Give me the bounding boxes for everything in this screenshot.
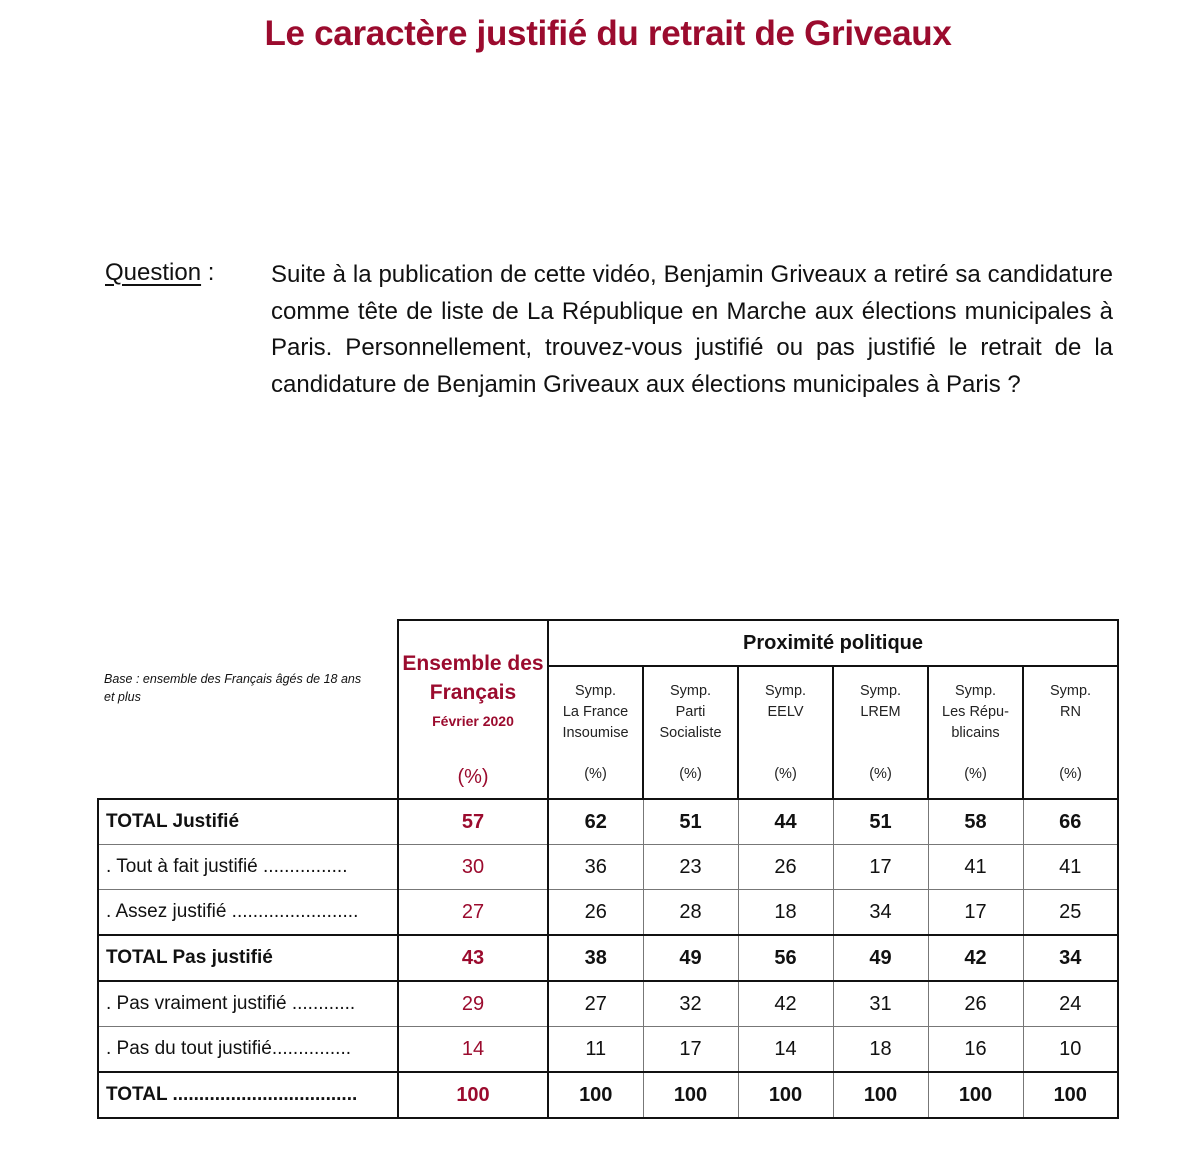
cell-lrem: 17 — [833, 845, 928, 890]
cell-eelv: 44 — [738, 799, 833, 845]
cell-ensemble: 30 — [398, 845, 548, 890]
header-row-group — [98, 620, 1118, 666]
cell-lrem: 51 — [833, 799, 928, 845]
results-table — [97, 619, 1119, 1119]
row-label: TOTAL Justifié — [98, 799, 398, 845]
question-text: Suite à la publication de cette vidéo, Benjamin Griveaux a retiré sa candidature comme tête de liste de La République en Marche aux élections municipales à Paris. Personnellement, trouvez-vous justifié ou pas justifié le retrait de la candidature de Benjamin Griveaux aux élections municipales à Paris ? — [271, 261, 1113, 398]
cell-lfi: 26 — [548, 890, 643, 936]
cell-eelv: 26 — [738, 845, 833, 890]
table-row-assez-justifie — [98, 890, 1118, 936]
cell-eelv: 18 — [738, 890, 833, 936]
cell-eelv: 42 — [738, 981, 833, 1027]
cell-rn: 41 — [1023, 845, 1118, 890]
cell-lr: 42 — [928, 935, 1023, 981]
cell-eelv: 100 — [738, 1072, 833, 1118]
cell-rn: 66 — [1023, 799, 1118, 845]
header-blank-cell — [98, 620, 398, 799]
table-row-total — [98, 1072, 1118, 1118]
question-label-text: Question — [105, 259, 202, 286]
cell-lfi: 100 — [548, 1072, 643, 1118]
row-label: . Pas vraiment justifié ............ — [98, 981, 398, 1027]
cell-lfi: 11 — [548, 1027, 643, 1073]
cell-ensemble: 57 — [398, 799, 548, 845]
cell-lfi: 27 — [548, 981, 643, 1027]
header-proximite-politique: Proximité politique — [548, 620, 1118, 666]
cell-lrem: 31 — [833, 981, 928, 1027]
cell-rn: 24 — [1023, 981, 1118, 1027]
ensemble-date: Février 2020 — [432, 713, 514, 729]
cell-lfi: 38 — [548, 935, 643, 981]
header-party-rn: Symp. RN (%) — [1023, 666, 1118, 799]
ensemble-name: Ensemble des Français — [402, 652, 544, 704]
cell-ps: 100 — [643, 1072, 738, 1118]
row-label: TOTAL Pas justifié — [98, 935, 398, 981]
table-row-pas-vraiment-justifie — [98, 981, 1118, 1027]
question-label-colon: : — [201, 259, 215, 286]
row-label: . Pas du tout justifié............... — [98, 1027, 398, 1073]
cell-lrem: 100 — [833, 1072, 928, 1118]
cell-lr: 58 — [928, 799, 1023, 845]
cell-ensemble: 29 — [398, 981, 548, 1027]
row-label: . Assez justifié ........................ — [98, 890, 398, 936]
cell-rn: 100 — [1023, 1072, 1118, 1118]
header-party-lfi: Symp. La France Insoumise (%) — [548, 666, 643, 799]
cell-lr: 26 — [928, 981, 1023, 1027]
table-row-pas-du-tout-justifie — [98, 1027, 1118, 1073]
cell-ensemble: 27 — [398, 890, 548, 936]
cell-eelv: 56 — [738, 935, 833, 981]
page-title: Le caractère justifié du retrait de Griveaux — [264, 14, 952, 53]
question-label — [105, 259, 214, 287]
cell-lrem: 49 — [833, 935, 928, 981]
cell-rn: 10 — [1023, 1027, 1118, 1073]
cell-lr: 16 — [928, 1027, 1023, 1073]
cell-lfi: 36 — [548, 845, 643, 890]
cell-ps: 51 — [643, 799, 738, 845]
cell-ps: 49 — [643, 935, 738, 981]
header-party-lr: Symp. Les Répu- blicains (%) — [928, 666, 1023, 799]
cell-ps: 28 — [643, 890, 738, 936]
header-party-eelv: Symp. EELV (%) — [738, 666, 833, 799]
cell-ps: 23 — [643, 845, 738, 890]
table-row-total-pas-justifie — [98, 935, 1118, 981]
base-note: Base : ensemble des Français âgés de 18 ans et plus — [104, 672, 362, 704]
header-party-lrem: Symp. LREM (%) — [833, 666, 928, 799]
cell-lrem: 34 — [833, 890, 928, 936]
cell-rn: 34 — [1023, 935, 1118, 981]
cell-lr: 100 — [928, 1072, 1023, 1118]
table-row-tout-a-fait-justifie — [98, 845, 1118, 890]
table-row-total-justifie — [98, 799, 1118, 845]
header-party-ps: Symp. Parti Socialiste (%) — [643, 666, 738, 799]
cell-ps: 17 — [643, 1027, 738, 1073]
cell-ensemble: 43 — [398, 935, 548, 981]
ensemble-unit: (%) — [457, 766, 489, 788]
cell-lr: 41 — [928, 845, 1023, 890]
cell-ps: 32 — [643, 981, 738, 1027]
cell-ensemble: 14 — [398, 1027, 548, 1073]
cell-lrem: 18 — [833, 1027, 928, 1073]
cell-lr: 17 — [928, 890, 1023, 936]
header-ensemble — [398, 620, 548, 799]
cell-eelv: 14 — [738, 1027, 833, 1073]
row-label: TOTAL ................................... — [98, 1072, 398, 1118]
cell-rn: 25 — [1023, 890, 1118, 936]
cell-ensemble: 100 — [398, 1072, 548, 1118]
row-label: . Tout à fait justifié ................ — [98, 845, 398, 890]
cell-lfi: 62 — [548, 799, 643, 845]
